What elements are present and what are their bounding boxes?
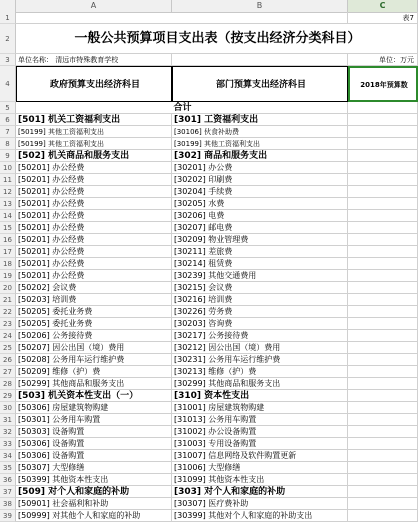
gov-subject-cell[interactable]: [50203] 培训费 — [16, 294, 172, 306]
dept-subject-cell[interactable]: [30211] 差旅费 — [172, 246, 348, 258]
row-header[interactable]: 5 — [0, 102, 16, 114]
gov-subject-cell[interactable]: [50207] 因公出国（境）费用 — [16, 342, 172, 354]
dept-subject-cell[interactable]: [310] 资本性支出 — [172, 390, 348, 402]
dept-subject-cell[interactable]: [30399] 其他对个人和家庭的补助支出 — [172, 510, 348, 522]
dept-subject-cell[interactable]: [31001] 房屋建筑物购建 — [172, 402, 348, 414]
dept-subject-cell[interactable]: [30216] 培训费 — [172, 294, 348, 306]
budget-cell[interactable] — [348, 222, 418, 234]
table-row — [0, 234, 418, 246]
row-header[interactable]: 39 — [0, 510, 16, 522]
table-row — [0, 222, 418, 234]
gov-subject-cell[interactable]: [50306] 设备购置 — [16, 450, 172, 462]
gov-subject-cell[interactable]: [50299] 其他商品和服务支出 — [16, 378, 172, 390]
table-row — [0, 318, 418, 330]
table-row — [0, 498, 418, 510]
budget-cell[interactable] — [348, 366, 418, 378]
table-row — [0, 150, 418, 162]
budget-cell[interactable] — [348, 450, 418, 462]
row-header[interactable]: 16 — [0, 234, 16, 246]
row-header[interactable]: 30 — [0, 402, 16, 414]
row-header[interactable]: 3 — [0, 54, 16, 66]
table-row — [0, 198, 418, 210]
total-label[interactable]: 合计 — [16, 102, 348, 114]
header-gov-economic-subject[interactable]: 政府预算支出经济科目 — [16, 66, 172, 102]
budget-cell[interactable] — [348, 138, 418, 150]
row-header[interactable]: 29 — [0, 390, 16, 402]
dept-subject-cell[interactable]: [30205] 水费 — [172, 198, 348, 210]
select-all-corner[interactable] — [0, 0, 16, 12]
table-row — [0, 510, 418, 522]
table-row — [0, 486, 418, 498]
dept-subject-cell[interactable]: [31013] 公务用车购置 — [172, 414, 348, 426]
table-number[interactable]: 表7 — [348, 12, 418, 24]
gov-subject-cell[interactable]: [50306] 房屋建筑物购建 — [16, 402, 172, 414]
column-header-a[interactable]: A — [16, 0, 172, 12]
budget-cell[interactable] — [348, 306, 418, 318]
row-header[interactable]: 21 — [0, 294, 16, 306]
budget-cell[interactable] — [348, 114, 418, 126]
dept-subject-cell[interactable]: [31003] 专用设备购置 — [172, 438, 348, 450]
dept-subject-cell[interactable]: [30202] 印刷费 — [172, 174, 348, 186]
row-header[interactable]: 10 — [0, 162, 16, 174]
row-header[interactable]: 12 — [0, 186, 16, 198]
budget-cell[interactable] — [348, 270, 418, 282]
dept-subject-cell[interactable]: [31007] 信息网络及软件购置更新 — [172, 450, 348, 462]
table-row — [0, 426, 418, 438]
dept-subject-cell[interactable]: [30299] 其他商品和服务支出 — [172, 378, 348, 390]
budget-cell[interactable] — [348, 234, 418, 246]
table-row — [0, 366, 418, 378]
dept-subject-cell[interactable]: [30217] 公务接待费 — [172, 330, 348, 342]
table-row — [0, 186, 418, 198]
budget-cell[interactable] — [348, 414, 418, 426]
dept-subject-cell[interactable]: [30231] 公务用车运行维护费 — [172, 354, 348, 366]
budget-cell[interactable] — [348, 462, 418, 474]
gov-subject-cell[interactable]: [50201] 办公经费 — [16, 258, 172, 270]
table-row — [0, 138, 418, 150]
row-header[interactable]: 6 — [0, 114, 16, 126]
dept-subject-cell[interactable]: [30214] 租赁费 — [172, 258, 348, 270]
budget-cell[interactable] — [348, 390, 418, 402]
table-row — [0, 270, 418, 282]
table-row — [0, 414, 418, 426]
table-row — [0, 438, 418, 450]
table-row — [0, 474, 418, 486]
gov-subject-cell[interactable]: [50209] 维修（护）费 — [16, 366, 172, 378]
grid — [0, 12, 418, 522]
dept-subject-cell[interactable]: [30206] 电费 — [172, 210, 348, 222]
row-header[interactable]: 35 — [0, 462, 16, 474]
row-header[interactable]: 33 — [0, 438, 16, 450]
table-row — [0, 306, 418, 318]
budget-cell[interactable] — [348, 426, 418, 438]
row-header[interactable]: 34 — [0, 450, 16, 462]
header-dept-economic-subject[interactable]: 部门预算支出经济科目 — [172, 66, 348, 102]
table-row — [0, 210, 418, 222]
unit-name[interactable]: 单位名称： 清远市特殊教育学校 — [16, 54, 172, 66]
gov-subject-cell[interactable]: [501] 机关工资福利支出 — [16, 114, 172, 126]
gov-subject-cell[interactable]: [50201] 办公经费 — [16, 270, 172, 282]
gov-subject-cell[interactable]: [50201] 办公经费 — [16, 186, 172, 198]
gov-subject-cell[interactable]: [50201] 办公经费 — [16, 210, 172, 222]
gov-subject-cell[interactable]: [503] 机关资本性支出（一） — [16, 390, 172, 402]
gov-subject-cell[interactable]: [50201] 办公经费 — [16, 198, 172, 210]
row-header[interactable]: 1 — [0, 12, 16, 24]
dept-subject-cell[interactable]: [30201] 办公费 — [172, 162, 348, 174]
row-header[interactable]: 11 — [0, 174, 16, 186]
gov-subject-cell[interactable]: [50201] 办公经费 — [16, 234, 172, 246]
budget-cell[interactable] — [348, 342, 418, 354]
gov-subject-cell[interactable]: [50206] 公务接待费 — [16, 330, 172, 342]
dept-subject-cell[interactable]: [301] 工资福利支出 — [172, 114, 348, 126]
row-header[interactable]: 2 — [0, 24, 16, 54]
table-row — [0, 330, 418, 342]
dept-subject-cell[interactable]: [30199] 其他工资福利支出 — [172, 138, 348, 150]
table-row — [0, 258, 418, 270]
dept-subject-cell[interactable]: [30106] 伙食补助费 — [172, 126, 348, 138]
cell[interactable] — [172, 54, 348, 66]
row-header[interactable]: 38 — [0, 498, 16, 510]
gov-subject-cell[interactable]: [50307] 大型修缮 — [16, 462, 172, 474]
dept-subject-cell[interactable]: [31002] 办公设备购置 — [172, 426, 348, 438]
report-title[interactable]: 一般公共预算项目支出表（按支出经济分类科目） — [16, 24, 418, 54]
dept-subject-cell[interactable]: [30209] 物业管理费 — [172, 234, 348, 246]
budget-cell[interactable] — [348, 486, 418, 498]
gov-subject-cell[interactable]: [50399] 其他资本性支出 — [16, 474, 172, 486]
dept-subject-cell[interactable]: [30215] 会议费 — [172, 282, 348, 294]
table-row — [0, 450, 418, 462]
row-header[interactable]: 28 — [0, 378, 16, 390]
row-header[interactable]: 25 — [0, 342, 16, 354]
dept-subject-cell[interactable]: [302] 商品和服务支出 — [172, 150, 348, 162]
gov-subject-cell[interactable]: [50199] 其他工资福利支出 — [16, 126, 172, 138]
column-header-b[interactable]: B — [172, 0, 348, 12]
gov-subject-cell[interactable]: [50199] 其他工资福利支出 — [16, 138, 172, 150]
row-header[interactable]: 15 — [0, 222, 16, 234]
table-row — [0, 462, 418, 474]
budget-cell[interactable] — [348, 198, 418, 210]
gov-subject-cell[interactable]: [50301] 公务用车购置 — [16, 414, 172, 426]
dept-subject-cell[interactable]: [30212] 因公出国（境）费用 — [172, 342, 348, 354]
budget-cell[interactable] — [348, 498, 418, 510]
row-header[interactable]: 17 — [0, 246, 16, 258]
budget-cell[interactable] — [348, 294, 418, 306]
budget-cell[interactable] — [348, 282, 418, 294]
dept-subject-cell[interactable]: [30203] 咨询费 — [172, 318, 348, 330]
row-header[interactable]: 4 — [0, 66, 16, 102]
table-row — [0, 282, 418, 294]
dept-subject-cell[interactable]: [30239] 其他交通费用 — [172, 270, 348, 282]
row-header[interactable]: 9 — [0, 150, 16, 162]
gov-subject-cell[interactable]: [50303] 设备购置 — [16, 426, 172, 438]
row-header[interactable]: 23 — [0, 318, 16, 330]
budget-cell[interactable] — [348, 246, 418, 258]
budget-cell[interactable] — [348, 210, 418, 222]
dept-subject-cell[interactable]: [303] 对个人和家庭的补助 — [172, 486, 348, 498]
gov-subject-cell[interactable]: [50205] 委托业务费 — [16, 318, 172, 330]
row-header[interactable]: 7 — [0, 126, 16, 138]
gov-subject-cell[interactable]: [50901] 社会福利和补助 — [16, 498, 172, 510]
row-header[interactable]: 37 — [0, 486, 16, 498]
gov-subject-cell[interactable]: [50306] 设备购置 — [16, 438, 172, 450]
gov-subject-cell[interactable]: [50201] 办公经费 — [16, 174, 172, 186]
row-header[interactable]: 27 — [0, 366, 16, 378]
table-row — [0, 246, 418, 258]
row-header[interactable]: 19 — [0, 270, 16, 282]
cell[interactable] — [16, 12, 348, 24]
row-header[interactable]: 14 — [0, 210, 16, 222]
dept-subject-cell[interactable]: [31006] 大型修缮 — [172, 462, 348, 474]
gov-subject-cell[interactable]: [509] 对个人和家庭的补助 — [16, 486, 172, 498]
gov-subject-cell[interactable]: [50201] 办公经费 — [16, 162, 172, 174]
dept-subject-cell[interactable]: [31099] 其他资本性支出 — [172, 474, 348, 486]
budget-cell[interactable] — [348, 318, 418, 330]
row-header[interactable]: 26 — [0, 354, 16, 366]
budget-cell[interactable] — [348, 402, 418, 414]
row-header[interactable]: 32 — [0, 426, 16, 438]
budget-cell[interactable] — [348, 378, 418, 390]
gov-subject-cell[interactable]: [50201] 办公经费 — [16, 222, 172, 234]
row-header[interactable]: 31 — [0, 414, 16, 426]
budget-cell[interactable] — [348, 150, 418, 162]
row-header[interactable]: 24 — [0, 330, 16, 342]
gov-subject-cell[interactable]: [50999] 对其他个人和家庭的补助 — [16, 510, 172, 522]
header-2018-budget[interactable]: 2018年预算数 — [348, 66, 418, 102]
dept-subject-cell[interactable]: [30307] 医疗费补助 — [172, 498, 348, 510]
unit-label[interactable]: 单位：万元 — [348, 54, 418, 66]
budget-cell[interactable] — [348, 474, 418, 486]
table-row — [0, 174, 418, 186]
budget-cell[interactable] — [348, 162, 418, 174]
row-header[interactable]: 18 — [0, 258, 16, 270]
table-row — [0, 162, 418, 174]
budget-cell[interactable] — [348, 258, 418, 270]
table-row — [0, 390, 418, 402]
gov-subject-cell[interactable]: [50201] 办公经费 — [16, 246, 172, 258]
dept-subject-cell[interactable]: [30204] 手续费 — [172, 186, 348, 198]
budget-cell[interactable] — [348, 438, 418, 450]
table-row — [0, 294, 418, 306]
column-header-c[interactable]: C — [348, 0, 418, 12]
gov-subject-cell[interactable]: [50202] 会议费 — [16, 282, 172, 294]
gov-subject-cell[interactable]: [50205] 委托业务费 — [16, 306, 172, 318]
row-header[interactable]: 20 — [0, 282, 16, 294]
table-row — [0, 114, 418, 126]
row-header[interactable]: 22 — [0, 306, 16, 318]
budget-cell[interactable] — [348, 174, 418, 186]
dept-subject-cell[interactable]: [30226] 劳务费 — [172, 306, 348, 318]
table-row — [0, 354, 418, 366]
row-header[interactable]: 8 — [0, 138, 16, 150]
dept-subject-cell[interactable]: [30207] 邮电费 — [172, 222, 348, 234]
row-header[interactable]: 13 — [0, 198, 16, 210]
dept-subject-cell[interactable]: [30213] 维修（护）费 — [172, 366, 348, 378]
table-row — [0, 402, 418, 414]
total-value[interactable] — [348, 102, 418, 114]
gov-subject-cell[interactable]: [502] 机关商品和服务支出 — [16, 150, 172, 162]
gov-subject-cell[interactable]: [50208] 公务用车运行维护费 — [16, 354, 172, 366]
table-row — [0, 378, 418, 390]
budget-cell[interactable] — [348, 354, 418, 366]
row-header[interactable]: 36 — [0, 474, 16, 486]
table-row — [0, 342, 418, 354]
table-row — [0, 126, 418, 138]
budget-cell[interactable] — [348, 126, 418, 138]
budget-cell[interactable] — [348, 510, 418, 522]
budget-cell[interactable] — [348, 330, 418, 342]
budget-cell[interactable] — [348, 186, 418, 198]
